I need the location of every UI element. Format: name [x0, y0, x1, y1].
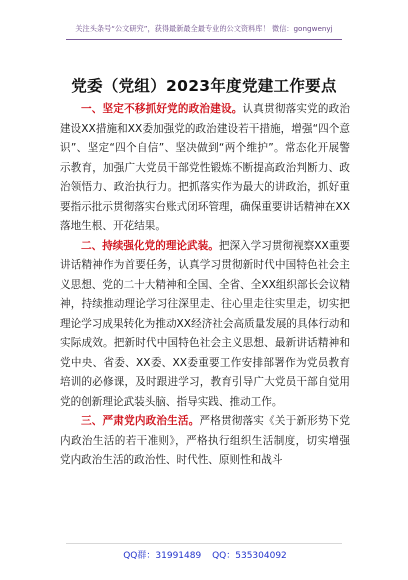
header-promo-note: 关注头条号“公文研究”，获得最新最全最专业的公文资料库！ 微信：gongwenyj	[75, 24, 333, 33]
footer-divider	[66, 543, 342, 544]
section-heading-1: 一、坚定不移抓好党的政治建设。	[81, 103, 243, 115]
section-paragraph-2	[60, 237, 350, 413]
section-heading-2: 二、持续强化党的理论武装。	[81, 239, 219, 252]
section-paragraph-3	[60, 412, 350, 471]
header-divider	[66, 39, 342, 40]
document-title: 党委（党组）2023年度党建工作要点	[71, 77, 337, 95]
document-body	[60, 100, 350, 471]
section-body-3: 严格贯彻落实《关于新形势下党内政治生活的若干准则》，严格执行组织生活制度，切实增强党内政治生活的政治性、时代性、原则性和战斗	[60, 415, 351, 466]
section-body-2: 把深入学习贯彻视察XX重要讲话精神作为首要任务，认真学习贯彻新时代中国特色社会主义思想、党的二十大精神和全国、全省、全XX组织部长会议精神，持续推动理论学习往深里走、往心里走往实里走，切实把理论学习成果转化为推动XX经济社会高质量发展的具体行动和实际成效。把新时代中国特色社会主义思想、最新讲话精神和党中央、省委、XX委、XX委重要工作安排部署作为党员教育培训的必修课，及时跟进学习，教育引导广大党员干部自觉用党的创新理论武装头脑、指导实践、推动工作。	[60, 239, 351, 408]
section-paragraph-1	[60, 100, 350, 237]
footer-contact	[60, 548, 350, 561]
section-heading-3: 三、严肃党内政治生活。	[81, 415, 200, 427]
footer-qq-number: QQ：535304092	[212, 551, 287, 561]
section-body-1: 认真贯彻落实党的政治建设XX措施和XX委加强党的政治建设若干措施，增强“四个意识”、坚定“四个自信”、坚决做到“两个维护”。常态化开展警示教育，加强广大党员干部党性锻炼不断提高政治判断力、政治领悟力、政治执行力。把抓落实作为最大的讲政治，抓好重要指示批示贯彻落实台账式闭环管理，确保重要讲话精神在XX落地生根、开花结果。	[60, 103, 351, 232]
footer-qq-group: QQ群：31991489	[123, 551, 202, 561]
